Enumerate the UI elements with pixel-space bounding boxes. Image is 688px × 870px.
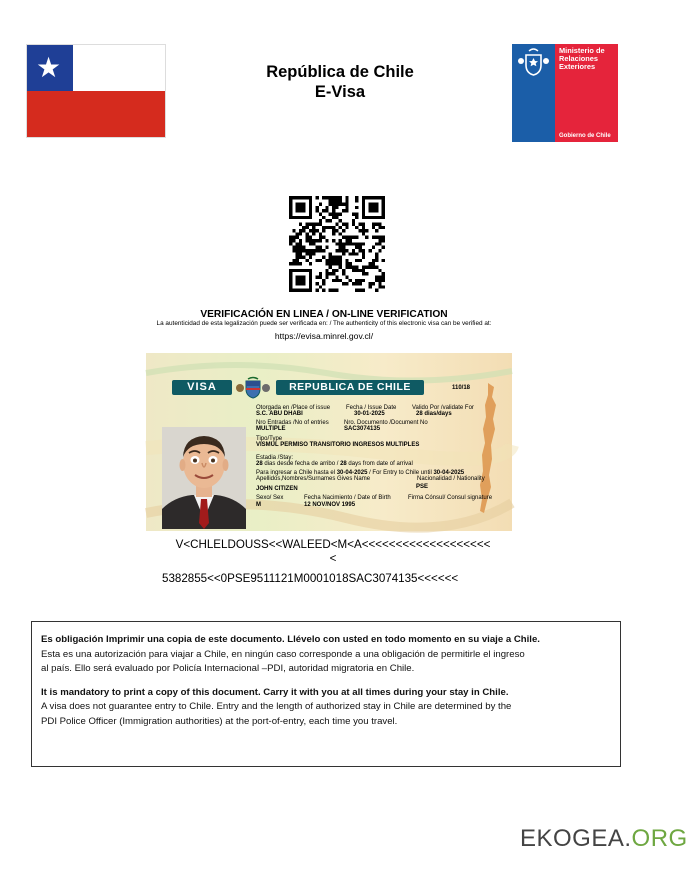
entry-until-line: Para ingresar a Chile hasta el 30-04-2025 / For Entry to Chile until 30-04-2025 xyxy=(256,470,465,476)
value-names: JOHN CITIZEN xyxy=(256,486,298,492)
value-place-of-issue: S.C. ABU DHABI xyxy=(256,411,303,417)
label-document-no: Nro. Documento /Document No xyxy=(344,420,428,426)
ministry-logo xyxy=(512,44,618,142)
value-date-of-birth: 12 NOV/NOV 1995 xyxy=(304,502,356,508)
emblem-icon xyxy=(234,377,272,399)
value-valid-for: 28 dias/days xyxy=(416,411,452,417)
coat-of-arms-icon xyxy=(516,47,551,79)
value-issue-date: 30-01-2025 xyxy=(354,411,385,417)
qr-code xyxy=(289,196,385,292)
label-date-of-birth: Fecha Nacimiento / Date of Birth xyxy=(304,495,391,501)
value-type: VISMUL PERMISO TRANSITORIO INGRESOS MULTIPLES xyxy=(256,442,420,448)
mrz-line-2: 5382855<<0PSE9511121M0001018SAC3074135<<<<<< xyxy=(162,572,459,585)
notice-box xyxy=(31,621,621,767)
label-valid-for: Valido Por /validate For xyxy=(412,405,474,411)
visa-banner-band xyxy=(276,380,424,395)
title-line-2: E-Visa xyxy=(314,83,366,101)
value-entries: MULTIPLE xyxy=(256,426,286,432)
label-place-of-issue: Otorgada en /Place of issue xyxy=(256,405,331,411)
mrz-line-1: V<CHLELDOUSS<<WALEED<M<A<<<<<<<<<<<<<<<<<<< xyxy=(175,538,491,551)
label-stay: Estadia /Stay: xyxy=(256,455,294,461)
title-line-1: República de Chile xyxy=(266,63,414,81)
brand-watermark: EKOGEA.ORG xyxy=(520,825,688,852)
chile-flag xyxy=(26,44,166,138)
visa-banner: REPUBLICA DE CHILE xyxy=(289,381,411,393)
label-sex: Sexo/ Sex xyxy=(256,495,284,501)
notice-es-heading: Es obligación Imprimir una copia de este documento. Llévelo con usted en todo momento en su viaje a Chile. xyxy=(41,634,540,645)
label-entries: Nro Entradas /No of entries xyxy=(256,420,329,426)
notice-es-text-2: al país. Ello será evaluado por Policía Internacional –PDI, autoridad migratoria en Chile. xyxy=(41,663,415,675)
notice-es-text-1: Esta es una autorización para viajar a Chile, en ningún caso corresponde a una obligación de permitirle el ingreso xyxy=(41,648,525,660)
star-icon: ★ xyxy=(36,52,62,83)
ministry-logo-text: Ministerio de Relaciones Exteriores xyxy=(559,46,605,71)
visa-label-band xyxy=(172,380,232,395)
ministry-logo-footer: Gobierno de Chile xyxy=(559,133,611,139)
label-names: Apellidos,Nombres/Surnames Gives Name xyxy=(256,476,371,482)
visa-card xyxy=(146,353,512,531)
value-sex: M xyxy=(256,502,261,508)
label-nationality: Nacionalidad / Nationality xyxy=(417,476,485,482)
verification-url: https://evisa.minrel.gov.cl/ xyxy=(274,331,374,341)
value-nationality: PSE xyxy=(416,484,429,490)
notice-en-heading: It is mandatory to print a copy of this document. Carry it with you at all times during your stay in Chile. xyxy=(41,686,509,698)
label-type: Tipo/Type xyxy=(256,436,283,442)
page-title xyxy=(220,62,460,102)
visa-label: VISA xyxy=(187,381,217,393)
visa-number: 110/18 xyxy=(452,385,471,391)
label-issue-date: Fecha / Issue Date xyxy=(346,405,397,411)
value-document-no: SAC3074135 xyxy=(344,426,381,432)
holder-photo xyxy=(162,427,246,529)
verification-title: VERIFICACIÓN EN LINEA / ON-LINE VERIFICATION xyxy=(200,309,448,320)
notice-en-text-1: A visa does not guarantee entry to Chile. Entry and the length of authorized stay in Chile are determined by the xyxy=(41,701,512,713)
notice-en-text-2: PDI Police Officer (Immigration authorities) at the port-of-entry, each time you travel. xyxy=(41,715,398,727)
verification-note: La autenticidad de esta legalización puede ser verificada en: / The authenticity of this electronic visa can be verified at: xyxy=(156,320,492,327)
stay-line: 28 dias desde fecha de arribo / 28 days from date of arrival xyxy=(256,461,413,467)
mrz-line-1-cont: < xyxy=(329,552,337,565)
label-consul-signature: Firma Cónsul/ Consul signature xyxy=(408,495,493,501)
